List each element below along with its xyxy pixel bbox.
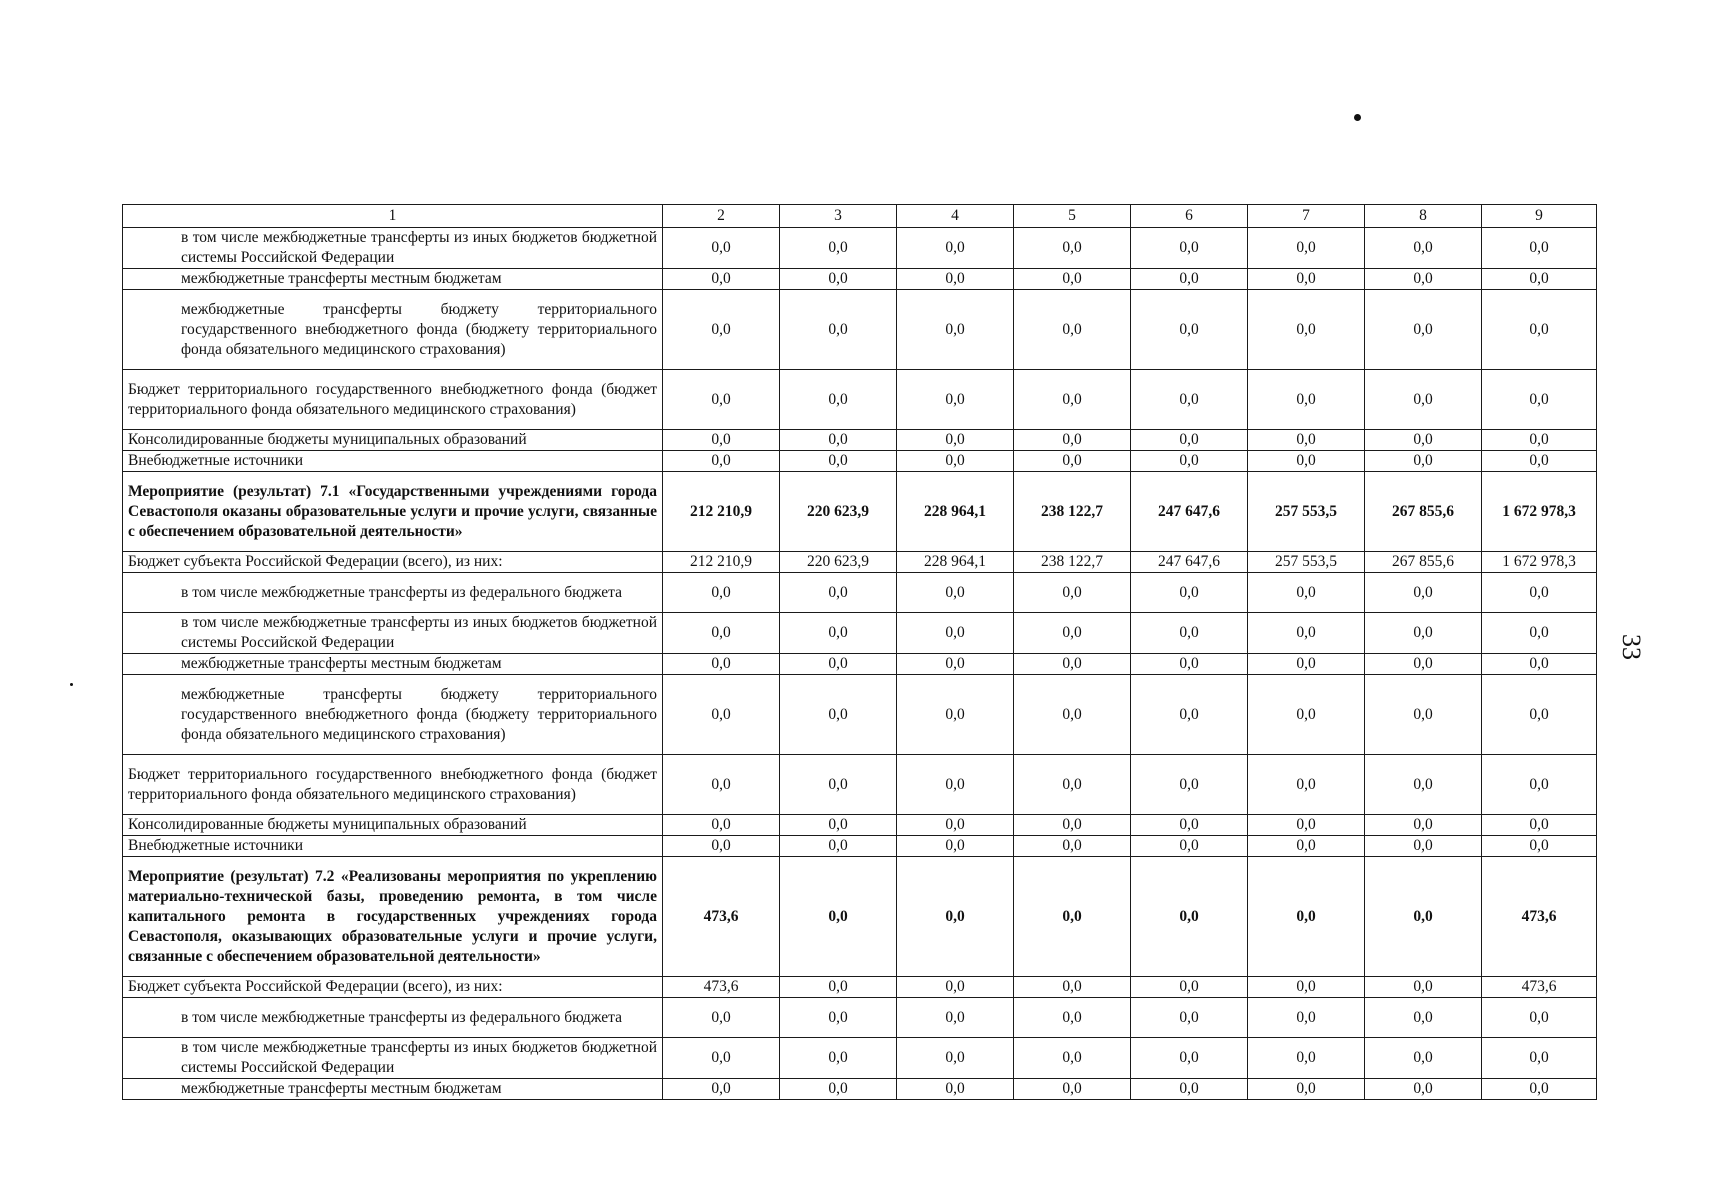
value-cell: 247 647,6 [1131, 552, 1248, 573]
value-cell: 0,0 [780, 836, 897, 857]
value-cell: 0,0 [897, 1038, 1014, 1079]
table-row [123, 675, 1597, 755]
value-cell: 0,0 [1014, 836, 1131, 857]
value-cell: 238 122,7 [1014, 472, 1131, 552]
value-cell: 0,0 [1131, 675, 1248, 755]
value-cell: 0,0 [1014, 857, 1131, 977]
value-cell: 0,0 [1131, 451, 1248, 472]
value-cell: 0,0 [1482, 815, 1597, 836]
value-cell: 0,0 [1482, 675, 1597, 755]
value-cell: 0,0 [1131, 290, 1248, 370]
value-cell: 0,0 [1014, 573, 1131, 613]
value-cell: 0,0 [897, 675, 1014, 755]
value-cell: 0,0 [780, 654, 897, 675]
table-row [123, 269, 1597, 290]
value-cell: 0,0 [1482, 755, 1597, 815]
value-cell: 0,0 [780, 675, 897, 755]
table-row [123, 290, 1597, 370]
value-cell: 0,0 [663, 430, 780, 451]
value-cell: 0,0 [1248, 1079, 1365, 1100]
table-row [123, 451, 1597, 472]
value-cell: 0,0 [1248, 815, 1365, 836]
value-cell: 0,0 [897, 654, 1014, 675]
value-cell: 0,0 [663, 370, 780, 430]
value-cell: 0,0 [780, 1079, 897, 1100]
value-cell: 257 553,5 [1248, 472, 1365, 552]
value-cell: 0,0 [780, 370, 897, 430]
value-cell: 0,0 [1482, 370, 1597, 430]
value-cell: 0,0 [1248, 755, 1365, 815]
row-label: Бюджет территориального государственного внебюджетного фонда (бюджет территориального фонда обязательного медицинского страхования) [123, 370, 663, 430]
table-row [123, 573, 1597, 613]
row-label: Консолидированные бюджеты муниципальных образований [123, 815, 663, 836]
value-cell: 0,0 [1365, 613, 1482, 654]
value-cell: 0,0 [1248, 654, 1365, 675]
table-row [123, 1038, 1597, 1079]
value-cell: 0,0 [1482, 430, 1597, 451]
value-cell: 0,0 [1365, 857, 1482, 977]
value-cell: 473,6 [1482, 977, 1597, 998]
value-cell: 0,0 [1131, 857, 1248, 977]
value-cell: 0,0 [1248, 269, 1365, 290]
value-cell: 0,0 [1482, 573, 1597, 613]
value-cell: 0,0 [663, 675, 780, 755]
value-cell: 0,0 [1482, 1038, 1597, 1079]
value-cell: 0,0 [1131, 430, 1248, 451]
value-cell: 0,0 [1482, 998, 1597, 1038]
value-cell: 0,0 [1482, 836, 1597, 857]
column-number: 5 [1014, 205, 1131, 228]
value-cell: 0,0 [897, 430, 1014, 451]
value-cell: 0,0 [1365, 1038, 1482, 1079]
value-cell: 0,0 [1014, 451, 1131, 472]
value-cell: 0,0 [663, 755, 780, 815]
value-cell: 0,0 [1248, 613, 1365, 654]
measure-row [123, 857, 1597, 977]
value-cell: 0,0 [780, 430, 897, 451]
value-cell: 0,0 [1131, 1079, 1248, 1100]
row-label: межбюджетные трансферты местным бюджетам [123, 269, 663, 290]
value-cell: 0,0 [1014, 815, 1131, 836]
column-number: 8 [1365, 205, 1482, 228]
value-cell: 0,0 [897, 755, 1014, 815]
value-cell: 0,0 [1365, 836, 1482, 857]
value-cell: 0,0 [1482, 1079, 1597, 1100]
value-cell: 0,0 [1365, 1079, 1482, 1100]
value-cell: 473,6 [663, 857, 780, 977]
row-label: Мероприятие (результат) 7.2 «Реализованы мероприятия по укреплению материально-технической базы, проведению ремонта, в том числе капитального ремонта в государственных учреждениях города Севастополя, оказывающих образовательные услуги и прочие услуги, связанные с обеспечением образовательной деятельности» [123, 857, 663, 977]
value-cell: 0,0 [1131, 228, 1248, 269]
value-cell: 0,0 [663, 836, 780, 857]
column-number: 3 [780, 205, 897, 228]
value-cell: 0,0 [897, 370, 1014, 430]
value-cell: 267 855,6 [1365, 552, 1482, 573]
value-cell: 0,0 [1131, 1038, 1248, 1079]
value-cell: 0,0 [897, 857, 1014, 977]
value-cell: 0,0 [1365, 430, 1482, 451]
value-cell: 0,0 [1014, 755, 1131, 815]
value-cell: 0,0 [897, 290, 1014, 370]
value-cell: 0,0 [780, 451, 897, 472]
value-cell: 228 964,1 [897, 552, 1014, 573]
value-cell: 0,0 [897, 573, 1014, 613]
value-cell: 0,0 [1131, 573, 1248, 613]
value-cell: 0,0 [897, 977, 1014, 998]
value-cell: 0,0 [897, 451, 1014, 472]
value-cell: 0,0 [1482, 228, 1597, 269]
value-cell: 0,0 [897, 815, 1014, 836]
value-cell: 247 647,6 [1131, 472, 1248, 552]
value-cell: 0,0 [663, 998, 780, 1038]
value-cell: 0,0 [1014, 228, 1131, 269]
value-cell: 0,0 [1131, 836, 1248, 857]
value-cell: 0,0 [663, 654, 780, 675]
value-cell: 267 855,6 [1365, 472, 1482, 552]
value-cell: 0,0 [1014, 290, 1131, 370]
value-cell: 0,0 [1131, 613, 1248, 654]
value-cell: 473,6 [1482, 857, 1597, 977]
row-label: Мероприятие (результат) 7.1 «Государственными учреждениями города Севастополя оказаны образовательные услуги и прочие услуги, связанные с обеспечением образовательной деятельности» [123, 472, 663, 552]
table-row [123, 1079, 1597, 1100]
value-cell: 0,0 [1248, 370, 1365, 430]
table-row [123, 228, 1597, 269]
table-row [123, 552, 1597, 573]
column-number: 6 [1131, 205, 1248, 228]
value-cell: 0,0 [780, 815, 897, 836]
value-cell: 0,0 [780, 998, 897, 1038]
value-cell: 0,0 [897, 613, 1014, 654]
value-cell: 0,0 [1131, 370, 1248, 430]
value-cell: 0,0 [897, 269, 1014, 290]
table-row [123, 613, 1597, 654]
column-number: 4 [897, 205, 1014, 228]
value-cell: 0,0 [1248, 290, 1365, 370]
value-cell: 0,0 [1365, 977, 1482, 998]
value-cell: 0,0 [1248, 451, 1365, 472]
value-cell: 0,0 [1014, 613, 1131, 654]
value-cell: 0,0 [1248, 675, 1365, 755]
value-cell: 0,0 [780, 1038, 897, 1079]
value-cell: 0,0 [1365, 573, 1482, 613]
value-cell: 0,0 [1014, 1038, 1131, 1079]
value-cell: 0,0 [1365, 755, 1482, 815]
value-cell: 0,0 [897, 228, 1014, 269]
value-cell: 0,0 [1014, 654, 1131, 675]
row-label: в том числе межбюджетные трансферты из федерального бюджета [123, 998, 663, 1038]
row-label: межбюджетные трансферты местным бюджетам [123, 1079, 663, 1100]
value-cell: 0,0 [1248, 1038, 1365, 1079]
value-cell: 0,0 [1131, 654, 1248, 675]
value-cell: 0,0 [663, 451, 780, 472]
value-cell: 0,0 [897, 998, 1014, 1038]
column-number-row [123, 205, 1597, 228]
value-cell: 0,0 [1014, 998, 1131, 1038]
value-cell: 0,0 [1248, 977, 1365, 998]
value-cell: 0,0 [1482, 613, 1597, 654]
page-number: 33 [1617, 634, 1646, 660]
row-label: Внебюджетные источники [123, 836, 663, 857]
value-cell: 0,0 [1365, 290, 1482, 370]
row-label: в том числе межбюджетные трансферты из иных бюджетов бюджетной системы Российской Федерации [123, 613, 663, 654]
table-row [123, 654, 1597, 675]
value-cell: 0,0 [1365, 269, 1482, 290]
value-cell: 0,0 [780, 228, 897, 269]
value-cell: 0,0 [1131, 977, 1248, 998]
value-cell: 0,0 [1365, 675, 1482, 755]
value-cell: 228 964,1 [897, 472, 1014, 552]
value-cell: 0,0 [1014, 370, 1131, 430]
row-label: Консолидированные бюджеты муниципальных образований [123, 430, 663, 451]
value-cell: 0,0 [1365, 451, 1482, 472]
value-cell: 0,0 [1014, 430, 1131, 451]
value-cell: 220 623,9 [780, 472, 897, 552]
value-cell: 0,0 [1482, 269, 1597, 290]
column-number: 9 [1482, 205, 1597, 228]
value-cell: 0,0 [1131, 755, 1248, 815]
table-row [123, 998, 1597, 1038]
value-cell: 0,0 [1365, 998, 1482, 1038]
row-label: в том числе межбюджетные трансферты из иных бюджетов бюджетной системы Российской Федерации [123, 1038, 663, 1079]
value-cell: 0,0 [780, 613, 897, 654]
value-cell: 0,0 [780, 755, 897, 815]
row-label: межбюджетные трансферты бюджету территориального государственного внебюджетного фонда (бюджету территориального фонда обязательного медицинского страхования) [123, 675, 663, 755]
value-cell: 473,6 [663, 977, 780, 998]
scan-speck [70, 683, 73, 686]
measure-row [123, 472, 1597, 552]
table-body [123, 205, 1597, 1100]
row-label: Бюджет субъекта Российской Федерации (всего), из них: [123, 552, 663, 573]
value-cell: 0,0 [1131, 815, 1248, 836]
value-cell: 0,0 [1248, 836, 1365, 857]
value-cell: 0,0 [780, 977, 897, 998]
value-cell: 238 122,7 [1014, 552, 1131, 573]
value-cell: 0,0 [1248, 857, 1365, 977]
value-cell: 0,0 [1131, 269, 1248, 290]
value-cell: 0,0 [1248, 228, 1365, 269]
row-label: Бюджет территориального государственного внебюджетного фонда (бюджет территориального фонда обязательного медицинского страхования) [123, 755, 663, 815]
value-cell: 0,0 [780, 573, 897, 613]
value-cell: 0,0 [663, 573, 780, 613]
value-cell: 212 210,9 [663, 472, 780, 552]
value-cell: 0,0 [1365, 654, 1482, 675]
value-cell: 0,0 [1482, 654, 1597, 675]
value-cell: 0,0 [1014, 1079, 1131, 1100]
table-row [123, 815, 1597, 836]
row-label: в том числе межбюджетные трансферты из иных бюджетов бюджетной системы Российской Федерации [123, 228, 663, 269]
table-row [123, 370, 1597, 430]
row-label: межбюджетные трансферты местным бюджетам [123, 654, 663, 675]
value-cell: 0,0 [1131, 998, 1248, 1038]
value-cell: 0,0 [1248, 573, 1365, 613]
value-cell: 257 553,5 [1248, 552, 1365, 573]
value-cell: 0,0 [1248, 998, 1365, 1038]
value-cell: 0,0 [1014, 977, 1131, 998]
table-row [123, 977, 1597, 998]
value-cell: 0,0 [780, 290, 897, 370]
value-cell: 0,0 [780, 269, 897, 290]
column-number: 1 [123, 205, 663, 228]
row-label: Бюджет субъекта Российской Федерации (всего), из них: [123, 977, 663, 998]
value-cell: 0,0 [663, 1079, 780, 1100]
table-row [123, 430, 1597, 451]
column-number: 2 [663, 205, 780, 228]
value-cell: 0,0 [1014, 675, 1131, 755]
value-cell: 0,0 [663, 1038, 780, 1079]
column-number: 7 [1248, 205, 1365, 228]
row-label: межбюджетные трансферты бюджету территориального государственного внебюджетного фонда (бюджету территориального фонда обязательного медицинского страхования) [123, 290, 663, 370]
value-cell: 0,0 [1248, 430, 1365, 451]
value-cell: 0,0 [1365, 228, 1482, 269]
value-cell: 1 672 978,3 [1482, 552, 1597, 573]
table-row [123, 755, 1597, 815]
value-cell: 0,0 [1365, 815, 1482, 836]
scan-speck [1354, 114, 1361, 121]
value-cell: 0,0 [663, 269, 780, 290]
value-cell: 220 623,9 [780, 552, 897, 573]
value-cell: 0,0 [1014, 269, 1131, 290]
value-cell: 0,0 [663, 613, 780, 654]
value-cell: 0,0 [1482, 451, 1597, 472]
value-cell: 0,0 [1482, 290, 1597, 370]
row-label: Внебюджетные источники [123, 451, 663, 472]
row-label: в том числе межбюджетные трансферты из федерального бюджета [123, 573, 663, 613]
table-row [123, 836, 1597, 857]
budget-table [122, 204, 1597, 1100]
value-cell: 0,0 [1365, 370, 1482, 430]
value-cell: 0,0 [663, 228, 780, 269]
value-cell: 0,0 [897, 1079, 1014, 1100]
value-cell: 0,0 [663, 815, 780, 836]
value-cell: 212 210,9 [663, 552, 780, 573]
value-cell: 0,0 [663, 290, 780, 370]
value-cell: 0,0 [780, 857, 897, 977]
value-cell: 0,0 [897, 836, 1014, 857]
value-cell: 1 672 978,3 [1482, 472, 1597, 552]
